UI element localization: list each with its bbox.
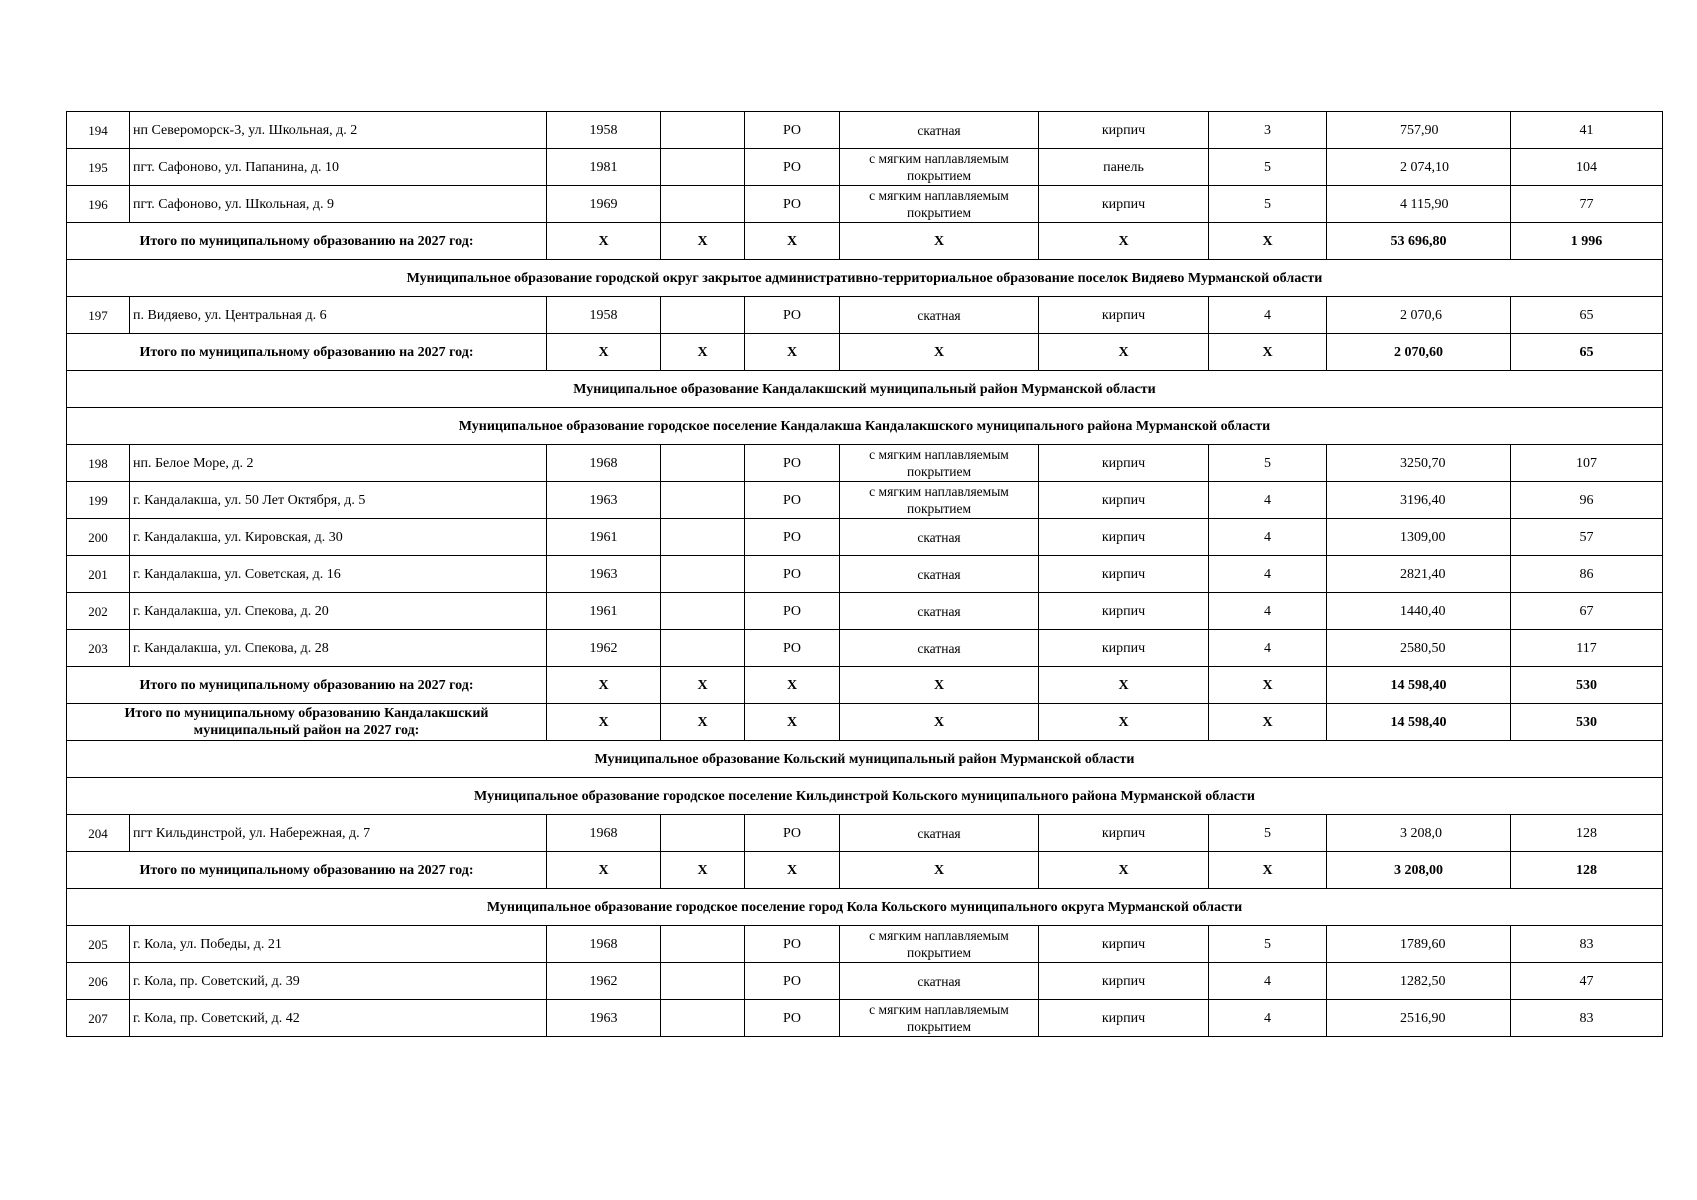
total-x-mark: X [745, 334, 840, 371]
row-floors: 4 [1209, 297, 1327, 334]
row-ro: РО [745, 297, 840, 334]
row-roof: с мягким наплавляемым покрытием [840, 186, 1039, 223]
table-row [67, 445, 1663, 482]
total-x-mark: X [661, 667, 745, 704]
total-x-mark: X [745, 223, 840, 260]
total-x-mark: X [1039, 223, 1209, 260]
row-area: 1440,40 [1327, 593, 1511, 630]
row-ro: РО [745, 815, 840, 852]
total-count: 530 [1511, 704, 1663, 741]
row-number: 207 [67, 1000, 130, 1037]
total-x-mark: X [547, 852, 661, 889]
total-x-mark: X [661, 852, 745, 889]
table-row [67, 963, 1663, 1000]
total-label: Итого по муниципальному образованию на 2027 год: [67, 667, 547, 704]
total-row [67, 852, 1663, 889]
row-extra [661, 593, 745, 630]
total-count: 65 [1511, 334, 1663, 371]
total-label: Итого по муниципальному образованию на 2027 год: [67, 334, 547, 371]
row-extra [661, 926, 745, 963]
total-x-mark: X [547, 704, 661, 741]
total-count: 1 996 [1511, 223, 1663, 260]
row-roof: скатная [840, 815, 1039, 852]
row-year: 1969 [547, 186, 661, 223]
row-ro: РО [745, 630, 840, 667]
housing-table [66, 111, 1663, 1037]
row-year: 1981 [547, 149, 661, 186]
table-row [67, 297, 1663, 334]
row-extra [661, 149, 745, 186]
section-title: Муниципальное образование городское поселение город Кола Кольского муниципального округа Мурманской области [67, 889, 1663, 926]
row-area: 1282,50 [1327, 963, 1511, 1000]
table-row [67, 1000, 1663, 1037]
row-roof: с мягким наплавляемым покрытием [840, 482, 1039, 519]
table-row [67, 519, 1663, 556]
row-floors: 4 [1209, 1000, 1327, 1037]
row-address: г. Кола, пр. Советский, д. 42 [130, 1000, 547, 1037]
total-x-mark: X [547, 223, 661, 260]
row-number: 195 [67, 149, 130, 186]
total-x-mark: X [1039, 334, 1209, 371]
row-year: 1962 [547, 963, 661, 1000]
row-area: 1309,00 [1327, 519, 1511, 556]
row-address: г. Кола, ул. Победы, д. 21 [130, 926, 547, 963]
row-area: 1789,60 [1327, 926, 1511, 963]
row-floors: 5 [1209, 926, 1327, 963]
row-count: 77 [1511, 186, 1663, 223]
row-material: кирпич [1039, 556, 1209, 593]
table-row [67, 593, 1663, 630]
row-ro: РО [745, 112, 840, 149]
row-roof: с мягким наплавляемым покрытием [840, 445, 1039, 482]
row-year: 1963 [547, 482, 661, 519]
row-year: 1968 [547, 926, 661, 963]
row-material: кирпич [1039, 815, 1209, 852]
row-material: кирпич [1039, 482, 1209, 519]
row-address: пгт. Сафоново, ул. Папанина, д. 10 [130, 149, 547, 186]
total-x-mark: X [840, 223, 1039, 260]
row-ro: РО [745, 149, 840, 186]
total-area: 53 696,80 [1327, 223, 1511, 260]
total-label: Итого по муниципальному образованию на 2027 год: [67, 223, 547, 260]
row-address: г. Кандалакша, ул. Кировская, д. 30 [130, 519, 547, 556]
row-year: 1968 [547, 815, 661, 852]
row-count: 128 [1511, 815, 1663, 852]
total-x-mark: X [840, 334, 1039, 371]
table-row [67, 186, 1663, 223]
row-ro: РО [745, 556, 840, 593]
row-number: 206 [67, 963, 130, 1000]
row-ro: РО [745, 1000, 840, 1037]
row-floors: 3 [1209, 112, 1327, 149]
row-extra [661, 482, 745, 519]
total-x-mark: X [1209, 704, 1327, 741]
row-floors: 4 [1209, 556, 1327, 593]
row-roof: скатная [840, 297, 1039, 334]
row-extra [661, 186, 745, 223]
row-area: 2580,50 [1327, 630, 1511, 667]
total-label: Итого по муниципальному образованию на 2027 год: [67, 852, 547, 889]
row-material: кирпич [1039, 186, 1209, 223]
row-number: 196 [67, 186, 130, 223]
total-x-mark: X [661, 334, 745, 371]
total-x-mark: X [547, 667, 661, 704]
row-address: г. Кандалакша, ул. Спекова, д. 20 [130, 593, 547, 630]
row-count: 107 [1511, 445, 1663, 482]
row-material: кирпич [1039, 630, 1209, 667]
row-count: 83 [1511, 926, 1663, 963]
table-row [67, 630, 1663, 667]
row-extra [661, 112, 745, 149]
total-x-mark: X [1209, 852, 1327, 889]
total-row [67, 704, 1663, 741]
row-area: 2 074,10 [1327, 149, 1511, 186]
row-ro: РО [745, 593, 840, 630]
total-x-mark: X [840, 704, 1039, 741]
row-ro: РО [745, 963, 840, 1000]
row-material: кирпич [1039, 445, 1209, 482]
row-roof: скатная [840, 593, 1039, 630]
row-address: нп Североморск-3, ул. Школьная, д. 2 [130, 112, 547, 149]
row-extra [661, 556, 745, 593]
row-count: 41 [1511, 112, 1663, 149]
row-extra [661, 519, 745, 556]
row-roof: скатная [840, 556, 1039, 593]
row-ro: РО [745, 445, 840, 482]
row-count: 104 [1511, 149, 1663, 186]
total-count: 530 [1511, 667, 1663, 704]
row-roof: скатная [840, 519, 1039, 556]
row-count: 67 [1511, 593, 1663, 630]
total-x-mark: X [840, 667, 1039, 704]
row-extra [661, 297, 745, 334]
section-title: Муниципальное образование Кандалакшский муниципальный район Мурманской области [67, 371, 1663, 408]
section-header-row [67, 778, 1663, 815]
row-roof: с мягким наплавляемым покрытием [840, 149, 1039, 186]
row-material: кирпич [1039, 112, 1209, 149]
row-area: 2821,40 [1327, 556, 1511, 593]
total-x-mark: X [1039, 704, 1209, 741]
row-number: 198 [67, 445, 130, 482]
row-address: пгт Кильдинстрой, ул. Набережная, д. 7 [130, 815, 547, 852]
total-count: 128 [1511, 852, 1663, 889]
total-x-mark: X [840, 852, 1039, 889]
row-year: 1961 [547, 519, 661, 556]
row-area: 2516,90 [1327, 1000, 1511, 1037]
row-number: 199 [67, 482, 130, 519]
total-x-mark: X [1039, 667, 1209, 704]
total-x-mark: X [1209, 667, 1327, 704]
row-count: 117 [1511, 630, 1663, 667]
section-header-row [67, 741, 1663, 778]
row-extra [661, 1000, 745, 1037]
total-area: 3 208,00 [1327, 852, 1511, 889]
section-header-row [67, 408, 1663, 445]
row-material: кирпич [1039, 926, 1209, 963]
table-row [67, 815, 1663, 852]
row-roof: скатная [840, 963, 1039, 1000]
row-extra [661, 815, 745, 852]
total-x-mark: X [745, 704, 840, 741]
row-number: 205 [67, 926, 130, 963]
row-floors: 5 [1209, 149, 1327, 186]
total-x-mark: X [661, 704, 745, 741]
total-x-mark: X [1039, 852, 1209, 889]
row-material: кирпич [1039, 963, 1209, 1000]
row-roof: скатная [840, 630, 1039, 667]
row-year: 1963 [547, 556, 661, 593]
row-address: г. Кандалакша, ул. Спекова, д. 28 [130, 630, 547, 667]
total-area: 14 598,40 [1327, 667, 1511, 704]
table-row [67, 112, 1663, 149]
row-floors: 4 [1209, 593, 1327, 630]
row-floors: 4 [1209, 630, 1327, 667]
total-row [67, 334, 1663, 371]
row-year: 1963 [547, 1000, 661, 1037]
row-number: 204 [67, 815, 130, 852]
row-floors: 4 [1209, 963, 1327, 1000]
row-count: 83 [1511, 1000, 1663, 1037]
row-ro: РО [745, 186, 840, 223]
row-year: 1962 [547, 630, 661, 667]
row-ro: РО [745, 482, 840, 519]
row-count: 65 [1511, 297, 1663, 334]
table-row [67, 926, 1663, 963]
row-address: г. Кола, пр. Советский, д. 39 [130, 963, 547, 1000]
total-x-mark: X [1209, 334, 1327, 371]
total-area: 14 598,40 [1327, 704, 1511, 741]
row-floors: 4 [1209, 519, 1327, 556]
row-area: 3250,70 [1327, 445, 1511, 482]
row-number: 194 [67, 112, 130, 149]
row-roof: с мягким наплавляемым покрытием [840, 926, 1039, 963]
row-count: 96 [1511, 482, 1663, 519]
row-material: панель [1039, 149, 1209, 186]
row-number: 200 [67, 519, 130, 556]
row-area: 2 070,6 [1327, 297, 1511, 334]
total-x-mark: X [745, 667, 840, 704]
row-number: 201 [67, 556, 130, 593]
section-title: Муниципальное образование Кольский муниципальный район Мурманской области [67, 741, 1663, 778]
total-area: 2 070,60 [1327, 334, 1511, 371]
row-address: нп. Белое Море, д. 2 [130, 445, 547, 482]
row-floors: 5 [1209, 815, 1327, 852]
row-roof: с мягким наплавляемым покрытием [840, 1000, 1039, 1037]
section-title: Муниципальное образование городское поселение Кандалакша Кандалакшского муниципального района Мурманской области [67, 408, 1663, 445]
row-floors: 5 [1209, 445, 1327, 482]
row-extra [661, 630, 745, 667]
row-floors: 4 [1209, 482, 1327, 519]
row-area: 757,90 [1327, 112, 1511, 149]
row-address: пгт. Сафоново, ул. Школьная, д. 9 [130, 186, 547, 223]
row-number: 197 [67, 297, 130, 334]
section-header-row [67, 260, 1663, 297]
table-row [67, 556, 1663, 593]
row-year: 1958 [547, 112, 661, 149]
total-row [67, 223, 1663, 260]
row-material: кирпич [1039, 593, 1209, 630]
row-material: кирпич [1039, 297, 1209, 334]
row-ro: РО [745, 519, 840, 556]
row-number: 203 [67, 630, 130, 667]
section-title: Муниципальное образование городской округ закрытое административно-территориальное образование поселок Видяево Мурманской области [67, 260, 1663, 297]
table-row [67, 482, 1663, 519]
row-address: п. Видяево, ул. Центральная д. 6 [130, 297, 547, 334]
total-x-mark: X [661, 223, 745, 260]
row-area: 3196,40 [1327, 482, 1511, 519]
section-header-row [67, 889, 1663, 926]
row-material: кирпич [1039, 1000, 1209, 1037]
total-row [67, 667, 1663, 704]
row-extra [661, 963, 745, 1000]
row-area: 3 208,0 [1327, 815, 1511, 852]
row-count: 86 [1511, 556, 1663, 593]
row-count: 47 [1511, 963, 1663, 1000]
row-roof: скатная [840, 112, 1039, 149]
row-extra [661, 445, 745, 482]
row-count: 57 [1511, 519, 1663, 556]
row-floors: 5 [1209, 186, 1327, 223]
total-label: Итого по муниципальному образованию Кандалакшский муниципальный район на 2027 год: [67, 704, 547, 741]
row-year: 1958 [547, 297, 661, 334]
total-x-mark: X [547, 334, 661, 371]
total-x-mark: X [1209, 223, 1327, 260]
row-number: 202 [67, 593, 130, 630]
row-ro: РО [745, 926, 840, 963]
table-row [67, 149, 1663, 186]
section-title: Муниципальное образование городское поселение Кильдинстрой Кольского муниципального района Мурманской области [67, 778, 1663, 815]
row-year: 1961 [547, 593, 661, 630]
row-area: 4 115,90 [1327, 186, 1511, 223]
row-year: 1968 [547, 445, 661, 482]
section-header-row [67, 371, 1663, 408]
total-x-mark: X [745, 852, 840, 889]
row-address: г. Кандалакша, ул. Советская, д. 16 [130, 556, 547, 593]
row-material: кирпич [1039, 519, 1209, 556]
row-address: г. Кандалакша, ул. 50 Лет Октября, д. 5 [130, 482, 547, 519]
